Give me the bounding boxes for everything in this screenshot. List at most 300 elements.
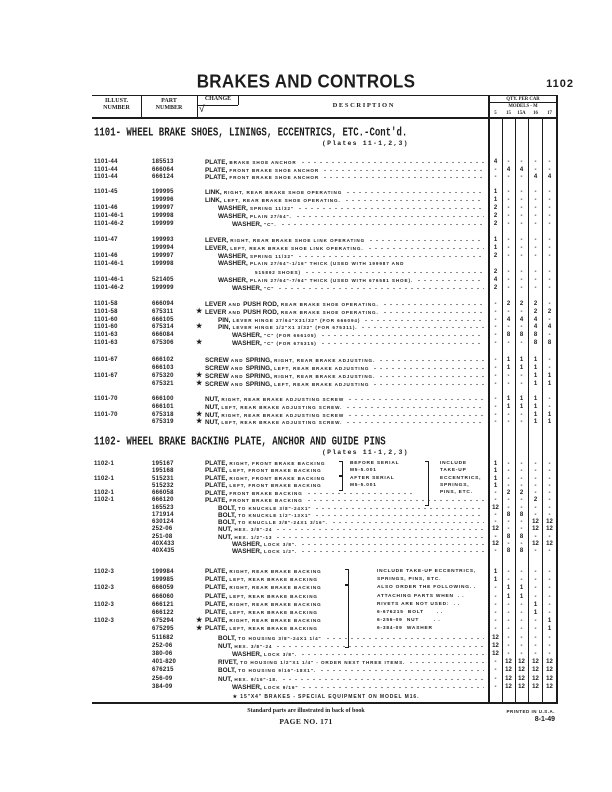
description-segment: PLATE, [205, 474, 228, 482]
dot-leader [275, 525, 484, 531]
illustration-number: 1101-60 [94, 324, 118, 331]
qty-model-15: - [507, 651, 510, 657]
description-segment: TO HOUSING 3/8"-24X1 1/4" [236, 635, 322, 641]
part-number: 675320 [152, 373, 174, 379]
illustration-number: 1101-45 [94, 189, 118, 195]
qty-model-5: - [494, 497, 497, 504]
qty-model-15: - [507, 197, 510, 203]
qty-model-17: - [548, 585, 551, 592]
table-row [0, 584, 612, 592]
star-icon: ★ [196, 410, 203, 418]
description-segment: LEFT, FRONT BRAKE BACKING [227, 468, 322, 474]
part-description [232, 339, 484, 348]
qty-model-15A: - [520, 245, 523, 251]
qty-model-16: 12 [532, 667, 539, 674]
illustration-number: 1102-1 [94, 461, 115, 467]
illustration-number: 1101-70 [94, 396, 118, 402]
qty-model-17: - [548, 237, 551, 243]
description-segment: SCREW [205, 381, 229, 388]
description-segment: SPRING 11/32" [247, 206, 295, 211]
qty-model-16: - [534, 159, 537, 165]
illustration-number: 1102-1 [94, 490, 115, 496]
description-segment: AND [228, 366, 246, 371]
description-segment: WASHER, [232, 221, 262, 228]
qty-model-15A: 1 [519, 396, 524, 402]
qty-model-16: - [534, 285, 537, 291]
part-number: 199997 [152, 205, 174, 211]
qty-model-16: 4 [533, 316, 538, 323]
qty-model-5: - [494, 511, 497, 518]
qty-model-16: - [534, 634, 537, 641]
qty-model-17: 1 [547, 626, 552, 633]
table-row [0, 658, 612, 666]
qty-model-15A: - [520, 308, 523, 315]
qty-model-15A: - [520, 237, 523, 243]
qty-model-15A: - [520, 221, 523, 227]
part-number: 666064 [152, 166, 174, 173]
qty-model-17: 12 [546, 519, 553, 525]
part-description [205, 173, 484, 182]
description-segment: PLATE, [205, 568, 228, 575]
qty-model-15: - [507, 497, 510, 504]
qty-model-17: - [548, 365, 551, 371]
qty-model-15: - [507, 601, 510, 608]
header-label: NUMBER [155, 105, 183, 111]
qty-model-5: - [494, 626, 497, 633]
part-number: 40X433 [152, 540, 175, 547]
part-number: 666120 [152, 497, 174, 504]
description-segment: PLATE, [205, 490, 228, 497]
part-number: 666103 [152, 365, 174, 371]
dot-leader [416, 276, 484, 282]
description-segment: LEFT, REAR BRAKE ADJUSTING [271, 366, 370, 371]
table-row [0, 284, 612, 292]
part-number-header [141, 98, 197, 112]
description-segment: LINK, [205, 189, 222, 196]
illustration-number: 1101-47 [94, 237, 118, 243]
part-number: 511682 [152, 634, 174, 641]
qty-model-15A: - [520, 197, 523, 203]
qty-model-17: - [548, 461, 551, 467]
part-number: 675319 [152, 419, 174, 426]
qty-model-15A: - [520, 277, 523, 283]
qty-model-15: - [507, 159, 510, 165]
part-description [205, 418, 484, 427]
page-number: PAGE NO. 171 [279, 717, 333, 726]
bracket [345, 569, 349, 585]
description-segment: NUT, [205, 411, 220, 419]
qty-model-15: - [507, 205, 510, 211]
qty-model-15: 1 [506, 365, 511, 371]
illustration-number: 1101-58 [94, 308, 118, 315]
part-number: 384-09 [152, 683, 173, 690]
description-segment: PIN, [218, 316, 231, 324]
bracket-note: ATTACHING PARTS WHEN . . [377, 593, 465, 599]
table-row [0, 395, 612, 403]
qty-model-5: - [494, 308, 497, 315]
qty-model-5: - [494, 332, 497, 339]
description-segment: BOLT, [218, 504, 236, 512]
qty-model-15A: 4 [519, 316, 524, 323]
qty-model-16: 1 [533, 381, 538, 387]
qty-model-5: 1 [493, 245, 498, 251]
qty-model-15: 12 [505, 659, 512, 666]
qty-model-5: 4 [493, 277, 498, 283]
table-row [0, 625, 612, 633]
part-number: 252-06 [152, 642, 173, 649]
description-header: D E S C R I P T I O N [332, 102, 394, 109]
description-segment: BRAKE SHOE ANCHOR [227, 160, 297, 165]
qty-model-15: - [507, 577, 510, 584]
qty-model-17: - [548, 253, 551, 259]
qty-model-5: 12 [492, 540, 499, 547]
illustration-number: 1101-58 [94, 301, 118, 307]
qty-model-15A: - [520, 577, 523, 584]
part-number: 675306 [152, 340, 174, 346]
qty-model-16: - [534, 651, 537, 657]
dot-leader [382, 308, 484, 314]
table-row [0, 418, 612, 426]
qty-model-15: 2 [506, 301, 511, 307]
qty-model-15A: 4 [519, 166, 524, 173]
description-segment: LOCK 3/8". [261, 652, 298, 657]
dot-leader [360, 323, 484, 329]
part-number: 666124 [152, 174, 174, 181]
qty-model-16: - [534, 166, 537, 173]
description-segment: LOCK 9/16" [261, 684, 299, 690]
bracket-note: 6-676215 BOLT . . [377, 610, 444, 615]
change-checkmark: √ [199, 104, 205, 115]
dot-leader [300, 540, 484, 546]
description-segment: TO KNUCKLE 3/8"-24X1" [236, 505, 312, 511]
header-label: NUMBER [103, 105, 130, 111]
part-number: 185513 [152, 159, 174, 165]
qty-model-5: 2 [493, 253, 498, 259]
description-segment: LEVER, [205, 245, 229, 252]
table-row [0, 576, 612, 584]
qty-model-17: 4 [547, 324, 552, 331]
description-segment: SPRING, [245, 357, 272, 364]
qty-model-15A: - [520, 468, 523, 475]
description-segment: WASHER, [218, 253, 248, 260]
description-segment: SPRING, [245, 373, 272, 380]
print-date: 8-1-49 [534, 716, 555, 723]
qty-model-15: - [507, 269, 510, 275]
star-icon: ★ [196, 307, 203, 315]
qty-model-5: 12 [492, 634, 499, 641]
description-segment: RIGHT, REAR BRAKE SHOE LINK OPERATING [228, 238, 366, 243]
qty-model-17: - [548, 189, 551, 195]
qty-model-5: - [494, 610, 497, 616]
table-row [0, 683, 612, 691]
qty-model-16: - [534, 245, 537, 251]
description-segment: PLAIN 27/64"-1/16" THICK (USED WITH 199987 AND [247, 261, 405, 266]
illustration-number: 1102-1 [94, 497, 115, 504]
description-segment: BOLT, [218, 667, 236, 675]
description-segment: PLATE, [205, 174, 228, 182]
description-segment: SCREW [205, 373, 229, 380]
part-number: 199998 [152, 261, 174, 267]
description-segment: BOLT, [218, 519, 236, 526]
description-segment: PLAIN 27/64". [247, 214, 292, 219]
qty-model-15A: - [520, 634, 523, 641]
qty-model-16: 2 [533, 497, 538, 504]
description-segment: WASHER, [232, 285, 262, 292]
description-segment: FRONT BRAKE SHOE ANCHOR [227, 175, 320, 181]
qty-model-16: 4 [533, 174, 538, 181]
dot-leader [372, 380, 484, 386]
dot-leader [280, 220, 484, 226]
qty-model-16: - [534, 642, 537, 649]
part-description [232, 220, 484, 229]
part-number: 199995 [152, 189, 174, 195]
description-segment: LEVER HINGE 1/2"X1 3/32" (FOR 675311). [230, 325, 358, 331]
part-number: 675311 [152, 308, 174, 315]
bracket-note: 6-384-09 WASHER [377, 626, 433, 632]
description-segment: TO HOUSING 1/2"X1 1/4" - ORDER NEXT THREE ITEMS. [237, 660, 406, 666]
model-column-3: 16 [533, 111, 538, 116]
qty-model-15A: - [520, 482, 523, 489]
qty-model-5: - [494, 324, 497, 331]
qty-model-16: - [534, 213, 537, 219]
description-segment: HEX. 1/2"-13 [232, 534, 273, 540]
illustration-number: 1101-46-1 [94, 277, 124, 283]
table-row [0, 323, 612, 331]
qty-model-17: 2 [547, 308, 552, 315]
qty-model-15: 1 [506, 585, 511, 592]
qty-model-15: 12 [505, 675, 512, 682]
qty-model-15A: - [520, 526, 523, 533]
qty-model-5: 1 [493, 569, 498, 575]
section-plates-ref: (Plates 11-1,2,3) [322, 140, 409, 147]
qty-model-15A: 2 [519, 490, 524, 496]
qty-model-17: - [548, 548, 551, 554]
table-row [0, 268, 612, 276]
table-row [0, 204, 612, 212]
description-segment: LEFT, FRONT BRAKE BACKING [227, 482, 322, 488]
dot-leader [297, 252, 484, 258]
qty-model-15: 1 [506, 403, 511, 410]
qty-model-15: - [507, 245, 510, 251]
dot-leader [322, 166, 484, 172]
qty-model-15A: 2 [519, 301, 524, 307]
qty-model-5: 1 [493, 475, 498, 482]
qty-model-16: - [534, 490, 537, 496]
qty-model-5: 12 [492, 504, 499, 511]
dot-leader [367, 244, 484, 250]
qty-model-16: 8 [533, 340, 538, 346]
description-segment: LEVER HINGE 27/64"X31/32" (FOR 666094) [230, 317, 361, 323]
qty-model-15: 8 [506, 548, 511, 554]
qty-model-17: 4 [547, 174, 552, 181]
qty-model-17: - [548, 301, 551, 307]
description-segment: LINK, [205, 197, 222, 204]
star-icon: ★ [196, 418, 203, 426]
illustration-number: 1102-1 [94, 475, 115, 482]
qty-model-15A: - [520, 642, 523, 649]
section-plates-ref: (Plates 11-1,2,3) [322, 449, 409, 456]
qty-model-15A: - [520, 475, 523, 482]
qty-model-15: 4 [506, 316, 511, 323]
table-row [0, 244, 612, 252]
qty-model-15A: 8 [519, 332, 524, 339]
qty-model-15A: - [520, 189, 523, 195]
qty-model-16: 2 [533, 301, 538, 307]
qty-model-15: - [507, 482, 510, 489]
dot-leader [275, 533, 484, 539]
dot-leader [320, 331, 484, 337]
qty-model-17: 12 [546, 683, 553, 690]
qty-model-15A: - [520, 626, 523, 633]
qty-model-15: - [507, 174, 510, 181]
qty-model-16: - [534, 533, 537, 540]
qty-model-5: - [494, 365, 497, 371]
qty-model-16: - [534, 618, 537, 625]
qty-model-16: - [534, 197, 537, 203]
qty-model-5: - [494, 166, 497, 173]
dot-leader [277, 284, 484, 290]
description-segment: PLATE, [205, 584, 228, 592]
qty-model-17: - [548, 593, 551, 600]
qty-model-16: 12 [532, 659, 539, 666]
qty-model-15: - [507, 308, 510, 315]
dot-leader [301, 683, 484, 689]
qty-model-17: - [548, 475, 551, 482]
description-segment: WASHER, [232, 548, 262, 555]
illustration-number: 1101-63 [94, 340, 118, 346]
qty-model-5: 2 [493, 269, 498, 275]
description-segment: LEFT, REAR BRAKE ADJUSTING SCREW. [219, 404, 343, 410]
part-number: 515232 [152, 482, 174, 489]
description-segment: LEFT, REAR BRAKE BACKING [227, 626, 318, 632]
qty-model-5: - [494, 533, 497, 540]
description-segment: PLATE, [205, 600, 228, 608]
qty-model-15: - [507, 253, 510, 259]
qty-model-15: - [507, 504, 510, 511]
description-segment: FRONT BRAKE SHOE ANCHOR [227, 167, 320, 173]
part-number: 666101 [152, 403, 174, 410]
qty-model-15: - [507, 237, 510, 243]
table-row [0, 316, 612, 324]
qty-model-16: - [534, 205, 537, 211]
qty-model-15A: - [520, 610, 523, 616]
qty-model-17: - [548, 197, 551, 203]
table-row [0, 593, 612, 601]
part-number: 676215 [152, 667, 174, 674]
description-segment: RIGHT, REAR BRAKE SHOE OPERATING [221, 190, 343, 195]
bottom-rule [92, 702, 558, 704]
dot-leader [382, 300, 484, 306]
description-segment: WASHER, [218, 277, 248, 284]
part-description [232, 284, 484, 293]
description-segment: WASHER, [232, 651, 262, 658]
qty-model-15A: - [520, 419, 523, 426]
bracket-note: SPRINGS, PINS, ETC. [377, 577, 442, 583]
description-segment: NUT, [218, 533, 233, 541]
description-segment: PLATE, [205, 166, 228, 174]
bracket-note: PINS, ETC. [440, 490, 473, 495]
part-number: 666060 [152, 593, 174, 600]
qty-model-16: 1 [533, 357, 538, 363]
part-description [205, 625, 330, 633]
bracket [345, 585, 349, 648]
qty-model-16: 1 [533, 373, 538, 379]
dot-leader [378, 372, 484, 378]
qty-model-17: 1 [547, 373, 552, 379]
description-segment: AND [228, 382, 246, 387]
illustration-number: 1101-67 [94, 357, 118, 363]
dot-leader [300, 547, 484, 553]
illustration-number: 1101-46 [94, 253, 118, 259]
bracket-note: M5-5.001 [350, 468, 377, 474]
part-number: 199999 [152, 285, 174, 291]
star-icon: ★ [196, 380, 203, 387]
qty-model-17: - [548, 332, 551, 339]
qty-model-17: - [548, 159, 551, 165]
qty-model-15A: 1 [519, 357, 524, 363]
part-description [232, 683, 484, 692]
qty-model-5: 4 [493, 159, 498, 165]
qty-model-5: 12 [492, 526, 499, 533]
part-description [205, 568, 330, 576]
table-row [0, 547, 612, 555]
qty-model-15A: - [520, 213, 523, 219]
model-column-0: 5 [494, 111, 497, 116]
qty-model-5: - [494, 373, 497, 379]
qty-model-16: 12 [532, 526, 539, 533]
qty-model-5: - [494, 381, 497, 387]
qty-model-15: - [507, 519, 510, 525]
dot-leader [320, 339, 484, 345]
qty-model-15A: - [520, 411, 523, 418]
table-row [0, 403, 612, 411]
qty-model-5: 2 [493, 213, 498, 219]
table-row [0, 568, 612, 576]
qty-model-5: 1 [493, 197, 498, 203]
qty-model-15A: - [520, 324, 523, 331]
qty-model-15: - [507, 189, 510, 195]
part-number: 675321 [152, 381, 174, 387]
qty-model-15: - [507, 475, 510, 482]
qty-model-17: - [548, 634, 551, 641]
table-row [0, 617, 612, 625]
dot-leader [297, 204, 484, 210]
description-segment: LOCK 3/8". [261, 541, 298, 547]
qty-model-5: - [494, 548, 497, 554]
illustration-number: 1102-3 [94, 569, 115, 575]
description-segment: AND [228, 358, 246, 363]
qty-model-16: - [534, 237, 537, 243]
part-number: 630124 [152, 519, 174, 525]
illustration-number: 1102-3 [94, 585, 115, 592]
illustration-number: 1101-67 [94, 373, 118, 379]
description-segment: HEX. 9/16"-18. [232, 676, 279, 682]
table-row [0, 650, 612, 658]
star-icon: ★ [196, 372, 203, 379]
description-segment: "C" (FOR 675315) [261, 341, 317, 346]
qty-model-17: 12 [546, 540, 553, 547]
description-segment: AND [228, 374, 246, 379]
qty-model-16: - [534, 461, 537, 467]
qty-model-5: - [494, 519, 497, 525]
illustration-number: 1101-46-2 [94, 285, 124, 291]
part-description [205, 593, 330, 601]
part-description [205, 576, 330, 584]
dot-leader [300, 158, 484, 164]
dot-leader [378, 356, 484, 362]
qty-model-16: - [534, 577, 537, 584]
description-segment: "C". [261, 222, 277, 227]
